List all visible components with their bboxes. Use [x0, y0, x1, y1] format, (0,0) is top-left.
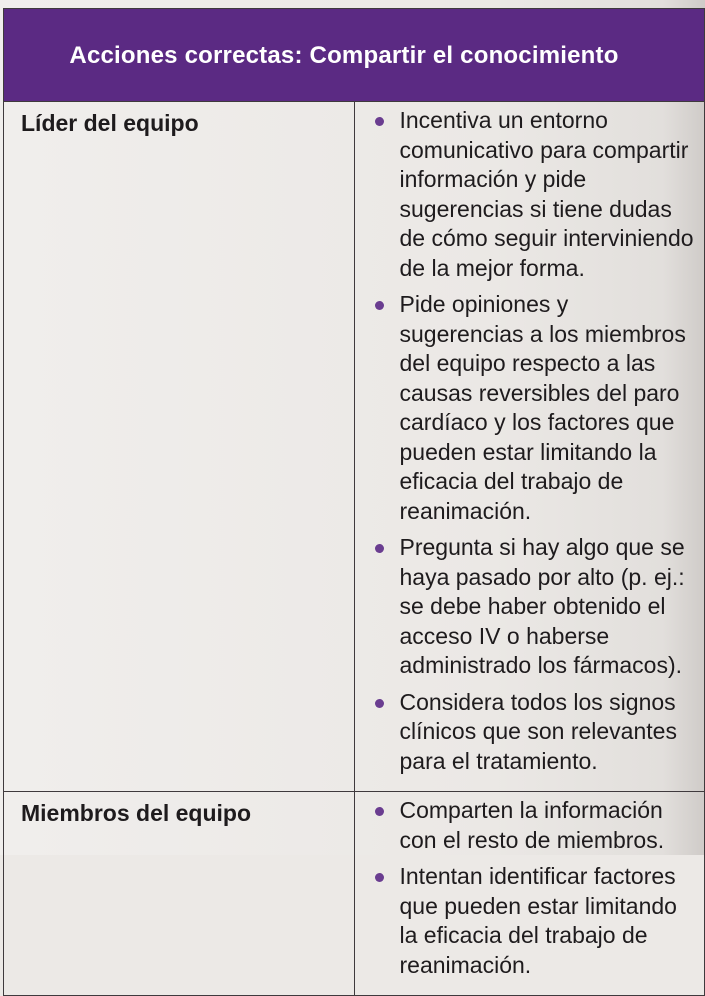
role-cell-team-leader: Líder del equipo [4, 102, 355, 792]
action-text: Incentiva un entorno comunicativo para compartir información y pide sugerencias si tiene dudas de cómo seguir interviniendo de la mejor forma. [399, 107, 694, 281]
role-cell-team-members: Miembros del equipo [4, 792, 355, 996]
action-text: Pregunta si hay algo que se haya pasado por alto (p. ej.: se debe haber obtenido el acceso IV o haberse administrado los fármacos). [399, 534, 685, 678]
bullet-icon [375, 699, 384, 708]
table-row [4, 792, 705, 996]
list-item [355, 290, 705, 526]
list-item [355, 862, 705, 980]
action-text: Pide opiniones y sugerencias a los miembros del equipo respecto a las causas reversibles del paro cardíaco y los factores que pueden estar limitando la eficacia del trabajo de reanimación. [399, 291, 686, 524]
list-item [355, 688, 705, 777]
actions-cell-team-members [354, 792, 705, 996]
bullet-icon [375, 807, 384, 816]
table-row [4, 102, 705, 792]
table-header-row [4, 9, 705, 102]
bullet-icon [375, 117, 384, 126]
action-text: Comparten la información con el resto de miembros. [399, 797, 665, 853]
table-title: Acciones correctas: Compartir el conocimiento [4, 9, 705, 102]
list-item [355, 533, 705, 681]
action-list [355, 106, 705, 776]
action-list [355, 796, 705, 980]
actions-cell-team-leader [354, 102, 705, 792]
actions-table [3, 8, 705, 996]
action-text: Intentan identificar factores que pueden estar limitando la eficacia del trabajo de reanimación. [399, 863, 677, 978]
list-item [355, 796, 705, 855]
bullet-icon [375, 301, 384, 310]
list-item [355, 106, 705, 283]
bullet-icon [375, 544, 384, 553]
action-text: Considera todos los signos clínicos que son relevantes para el tratamiento. [399, 688, 677, 774]
bullet-icon [375, 873, 384, 882]
